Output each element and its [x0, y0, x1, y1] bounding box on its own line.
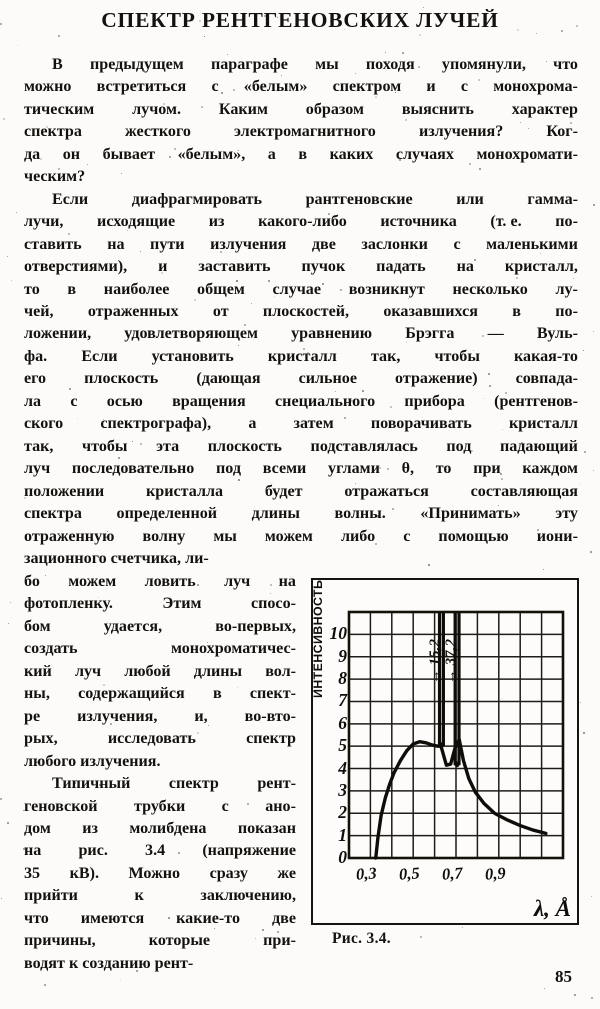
- text-line: дом из молибдена показан: [24, 819, 296, 837]
- scan-speckle: [580, 483, 581, 484]
- text-line: ставить на пути излучения две заслонки с маленькими: [24, 235, 578, 253]
- scan-speckle: [591, 896, 592, 897]
- scan-speckle: [16, 212, 17, 213]
- text-line: Типичный спектр рент-: [52, 775, 296, 793]
- x-tick-label: 0,7: [441, 863, 464, 884]
- scan-speckle: [204, 36, 205, 37]
- text-line: чей, отраженных от плоскостей, оказавшихся в по-: [24, 302, 578, 320]
- scan-speckle: [7, 822, 9, 824]
- y-tick-label: 7: [338, 690, 347, 711]
- text-line: ре излучения, и, во-вто-: [24, 707, 296, 725]
- y-tick-label: 2: [338, 802, 347, 823]
- scan-speckle: [593, 204, 595, 206]
- x-tick-label: 0,9: [484, 863, 507, 884]
- text-line: ла с осью вращения снециального прибора (рентгенов-: [24, 392, 578, 410]
- scan-speckle: [17, 45, 18, 46]
- y-tick-label: 9: [338, 645, 347, 666]
- text-line: отраженную волну мы можем либо с помощью иони-: [24, 527, 578, 545]
- scan-speckle: [544, 988, 545, 989]
- text-line: создать монохроматичес-: [24, 640, 296, 658]
- text-line: ны, содержащийся в спект-: [24, 685, 296, 703]
- paragraph-3: [24, 773, 296, 975]
- text-line: кий луч любой длины вол-: [24, 662, 296, 680]
- page-title: СПЕКТР РЕНТГЕНОВСКИХ ЛУЧЕЙ: [101, 8, 499, 32]
- text-line: да он бывает «белым», а в каких случаях монохромати-: [24, 145, 578, 163]
- text-line: отверстиями), и заставить пучок падать на кристалл,: [24, 258, 578, 276]
- scan-speckle: [3, 118, 5, 120]
- scan-speckle: [0, 798, 2, 800]
- figure-caption: Рис. 3.4.: [332, 930, 391, 947]
- y-axis-title: ИНТЕНСИВНОСТЬ: [311, 579, 325, 698]
- y-tick-label: 4: [338, 757, 347, 778]
- scan-speckle: [593, 331, 594, 332]
- scan-speckle: [120, 979, 121, 980]
- scan-speckle: [591, 997, 593, 999]
- text-line: ческим?: [24, 168, 86, 186]
- text-line: причины, которые при-: [24, 932, 296, 950]
- scan-speckle: [8, 623, 9, 624]
- scan-speckle: [583, 732, 585, 734]
- text-line: любого излучения.: [24, 752, 161, 770]
- scan-speckle: [11, 280, 12, 281]
- text-line: то в наиболее общем случае возникнут несколько лу-: [24, 280, 578, 298]
- peak-label: → 37,2: [443, 638, 460, 684]
- y-tick-label: 8: [338, 668, 347, 689]
- peak-label: → 15,2: [427, 638, 444, 684]
- text-line: спектра определенной длины волны. «Принимать» эту: [24, 505, 578, 523]
- text-line: геновской трубки с ано-: [24, 797, 296, 815]
- text-line: рых, исследовать спектр: [24, 730, 296, 748]
- scan-speckle: [10, 602, 11, 603]
- text-line: прийти к заключению,: [24, 887, 296, 905]
- text-line: лучи, исходящие из какого-либо источника (т. е. по-: [24, 213, 578, 231]
- scan-speckle: [574, 994, 576, 996]
- scan-speckle: [7, 256, 8, 257]
- text-line: его плоскость (дающая сильное отражение) совпада-: [24, 370, 578, 388]
- text-line: ложении, удовлетворяющем уравнению Брэгга — Вуль-: [24, 325, 578, 343]
- text-line: фотопленку. Этим спосо-: [24, 595, 296, 613]
- scan-speckle: [590, 551, 592, 553]
- scan-speckle: [536, 33, 537, 34]
- y-tick-label: 5: [338, 735, 347, 756]
- scan-speckle: [593, 470, 594, 471]
- scan-speckle: [58, 35, 60, 37]
- text-line: бом удается, во-первых,: [24, 617, 296, 635]
- scan-speckle: [583, 350, 584, 351]
- text-line: Если диафрагмировать рантгеновские или гамма-: [52, 190, 578, 208]
- text-line: водят к созданию рент-: [24, 954, 194, 972]
- x-tick-label: 0,5: [398, 863, 421, 884]
- text-line: ского спектрографа), а затем поворачивать кристалл: [24, 415, 578, 433]
- text-line: фа. Если установить кристалл так, чтобы какая-то: [24, 347, 578, 365]
- x-axis-title: λ, Å: [533, 896, 571, 921]
- y-tick-label: 10: [329, 623, 347, 644]
- figure-3-4: [311, 578, 579, 925]
- text-line: можно встретиться с «белым» спектром и с монохрома-: [24, 78, 578, 96]
- y-tick-label: 0: [338, 847, 347, 867]
- text-line: тическим лучом. Каким образом выяснить характер: [24, 100, 578, 118]
- y-tick-label: 6: [338, 712, 347, 733]
- paragraph-1: [24, 54, 578, 189]
- x-tick-label: 0,3: [355, 863, 378, 884]
- scan-speckle: [419, 34, 421, 36]
- body-text-full-width: [24, 54, 578, 570]
- y-tick-label: 3: [338, 779, 347, 800]
- scan-speckle: [1, 898, 2, 899]
- text-line: зационного счетчика, ли-: [24, 549, 209, 567]
- y-tick-label: 1: [338, 824, 347, 845]
- text-line: спектра жесткого электромагнитного излучения? Ког-: [24, 123, 578, 141]
- text-line: на рис. 3.4 (напряжение: [24, 842, 296, 860]
- text-line: так, чтобы эта плоскость подставлялась под падающий: [24, 437, 578, 455]
- scan-speckle: [584, 451, 586, 453]
- scan-speckle: [385, 52, 386, 53]
- scan-speckle: [420, 936, 422, 938]
- text-line: бо можем ловить луч на: [24, 573, 296, 590]
- text-line: положении кристалла будет отражаться составляющая: [24, 482, 578, 500]
- text-line: В предыдущем параграфе мы походя упомянули, что: [52, 56, 578, 73]
- text-line: 35 кВ). Можно сразу же: [24, 864, 296, 882]
- scan-speckle: [462, 927, 463, 928]
- plot-area: [313, 580, 581, 927]
- page-number: 85: [555, 967, 572, 986]
- body-text-narrow-column: [24, 571, 296, 975]
- paragraph-2-continued: [24, 571, 296, 773]
- text-line: луч последовательно под всеми углами θ, то при каждом: [24, 460, 578, 478]
- paragraph-2: [24, 189, 578, 571]
- text-line: что имеются какие-то две: [24, 909, 296, 927]
- scan-speckle: [44, 984, 46, 986]
